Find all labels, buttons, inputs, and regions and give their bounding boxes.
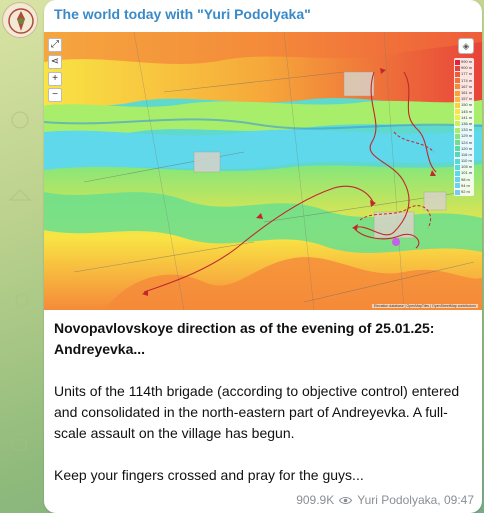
legend-swatch: [455, 84, 460, 89]
legend-swatch: [455, 121, 460, 126]
legend-row: [454, 90, 474, 96]
legend-row: [454, 170, 474, 176]
message-text: [54, 318, 474, 507]
legend-row: [454, 71, 474, 77]
legend-swatch: [455, 103, 460, 108]
legend-swatch: [455, 66, 460, 71]
legend-swatch: [455, 140, 460, 145]
legend-label: 174 m: [461, 77, 473, 83]
legend-row: [454, 152, 474, 158]
message-paragraph-1: Units of the 114th brigade (according to objective control) entered and consolidated in the north-eastern part of Andreyevka. A full-scale assault on the village has begun.: [54, 383, 460, 441]
legend-row: [454, 139, 474, 145]
legend-swatch: [455, 159, 460, 164]
legend-swatch: [455, 171, 460, 176]
map-attribution: Elevation database | OpenMapTiles | OpenStreetMap contributors: [373, 304, 476, 308]
legend-swatch: [455, 109, 460, 114]
zoom-in-button[interactable]: +: [48, 72, 62, 86]
legend-swatch: [455, 60, 460, 65]
legend-swatch: [455, 78, 460, 83]
message-headline: [54, 318, 474, 360]
legend-label: 141 m: [461, 114, 473, 120]
eye-icon: [339, 496, 352, 505]
legend-swatch: [455, 115, 460, 120]
legend-label: 145 m: [461, 108, 473, 114]
legend-swatch: [455, 165, 460, 170]
legend-row: [454, 121, 474, 127]
legend-row: [454, 146, 474, 152]
legend-label: 157 m: [461, 96, 473, 102]
legend-row: [454, 78, 474, 84]
legend-label: 105 m: [461, 164, 473, 170]
elevation-map: [44, 32, 482, 310]
legend-swatch: [455, 190, 460, 195]
legend-swatch: [455, 91, 460, 96]
legend-label: 110 m: [461, 158, 472, 164]
fullscreen-icon[interactable]: ⤢: [48, 38, 62, 52]
legend-row: [454, 84, 474, 90]
elevation-legend: [454, 58, 474, 196]
author-time: Yuri Podolyaka, 09:47: [357, 493, 474, 507]
legend-row: [454, 164, 474, 170]
layers-icon[interactable]: ◈: [458, 38, 474, 54]
legend-swatch: [455, 134, 460, 139]
legend-swatch: [455, 177, 460, 182]
legend-label: 136 m: [461, 120, 473, 126]
legend-label: 92 m: [461, 189, 470, 195]
headline-line-1: Novopavlovskoye direction as of the evening of 25.01.25:: [54, 320, 435, 336]
zoom-out-button[interactable]: −: [48, 88, 62, 102]
legend-swatch: [455, 146, 460, 151]
legend-row: [454, 65, 474, 71]
legend-label: 116 m: [461, 151, 472, 157]
map-image[interactable]: [44, 32, 482, 310]
view-count: 909.9K: [296, 493, 335, 507]
legend-label: 98 m: [461, 176, 470, 182]
legend-swatch: [455, 72, 460, 77]
legend-label: 133 m: [461, 127, 473, 133]
legend-label: 124 m: [461, 139, 473, 145]
legend-label: 167 m: [461, 83, 473, 89]
legend-label: 161 m: [461, 90, 473, 96]
legend-row: [454, 59, 474, 65]
legend-row: [454, 109, 474, 115]
legend-swatch: [455, 152, 460, 157]
legend-label: 94 m: [461, 182, 470, 188]
share-icon[interactable]: ⋖: [48, 55, 62, 69]
message-bubble: [44, 0, 482, 513]
message-paragraph-2: Keep your fingers crossed and pray for the guys...: [54, 467, 364, 483]
legend-label: 900 m: [461, 65, 473, 71]
legend-row: [454, 189, 474, 195]
legend-label: 129 m: [461, 133, 473, 139]
legend-row: [454, 158, 474, 164]
author-name: Yuri Podolyaka: [357, 493, 438, 507]
channel-avatar[interactable]: [2, 2, 38, 38]
legend-row: [454, 96, 474, 102]
legend-swatch: [455, 128, 460, 133]
legend-row: [454, 102, 474, 108]
legend-swatch: [455, 183, 460, 188]
legend-label: 150 m: [461, 102, 473, 108]
legend-row: [454, 133, 474, 139]
legend-label: 990 m: [461, 59, 473, 65]
legend-row: [454, 127, 474, 133]
post-time: 09:47: [443, 493, 474, 507]
headline-line-2: Andreyevka...: [54, 341, 146, 357]
legend-label: 101 m: [461, 170, 473, 176]
legend-swatch: [455, 97, 460, 102]
legend-label: 177 m: [461, 71, 473, 77]
legend-row: [454, 115, 474, 121]
channel-title[interactable]: The world today with "Yuri Podolyaka": [54, 6, 311, 22]
message-footer: [296, 493, 474, 507]
legend-label: 120 m: [461, 145, 473, 151]
